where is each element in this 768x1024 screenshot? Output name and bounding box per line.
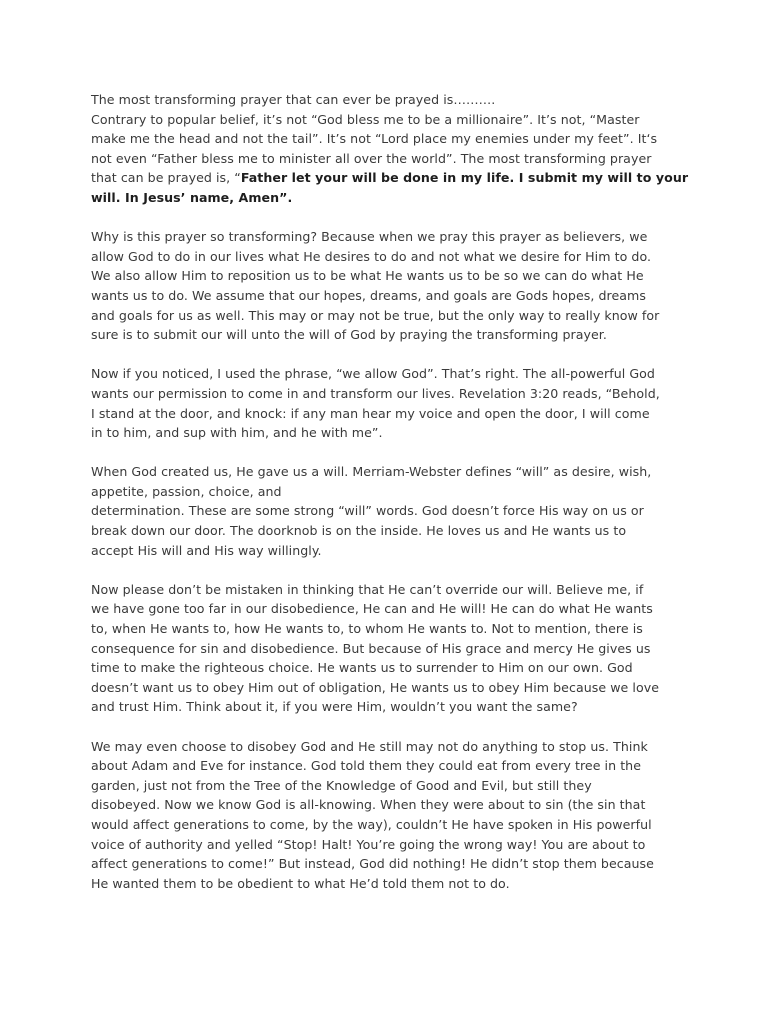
text-run: garden, just not from the Tree of the Knowledge of Good and Evil, but still they	[91, 777, 592, 793]
text-run: wants our permission to come in and transform our lives. Revelation 3:20 reads, “Behold,	[91, 385, 660, 401]
text-line	[91, 149, 687, 169]
text-run: We may even choose to disobey God and He still may not do anything to stop us. Think	[91, 738, 648, 754]
text-run: appetite, passion, choice, and	[91, 483, 282, 499]
text-line	[91, 639, 687, 659]
paragraph-override-will	[91, 580, 687, 717]
text-run: break down our door. The doorknob is on the inside. He loves us and He wants us to	[91, 523, 627, 539]
text-line	[91, 776, 687, 796]
text-line	[91, 619, 687, 639]
text-run: time to make the righteous choice. He wants us to surrender to Him on our own. God	[91, 660, 633, 676]
text-line	[91, 286, 687, 306]
bold-prayer-text: Father let your will be done in my life. I submit my will to your	[240, 170, 689, 186]
text-line	[91, 306, 687, 326]
bold-prayer-text: will. In Jesus’ name, Amen	[91, 189, 280, 205]
text-run: When God created us, He gave us a will. Merriam-Webster defines “will” as desire, wish,	[91, 464, 652, 480]
text-run: Now please don’t be mistaken in thinking that He can’t override our will. Believe me, if	[91, 581, 644, 597]
text-run: that can be prayed is, “	[91, 170, 241, 186]
text-line	[91, 482, 687, 502]
text-run: Contrary to popular belief, it’s not “God bless me to be a millionaire”. It’s not, “Master	[91, 111, 640, 127]
text-line	[91, 521, 687, 541]
text-line	[91, 227, 687, 247]
paragraph-intro	[91, 90, 687, 208]
text-run: about Adam and Eve for instance. God told them they could eat from every tree in the	[91, 758, 642, 774]
text-line	[91, 168, 687, 188]
text-line	[91, 110, 687, 130]
text-line	[91, 501, 687, 521]
text-line	[91, 266, 687, 286]
paragraph-why-transforming	[91, 227, 687, 345]
paragraph-we-allow-god	[91, 364, 687, 442]
paragraph-adam-and-eve	[91, 737, 687, 894]
text-run: affect generations to come!” But instead, God did nothing! He didn’t stop them because	[91, 856, 654, 872]
text-line	[91, 854, 687, 874]
text-run: make me the head and not the tail”. It’s not “Lord place my enemies under my feet”. It‘s	[91, 131, 658, 147]
text-line	[91, 325, 687, 345]
text-line	[91, 462, 687, 482]
text-run: Now if you noticed, I used the phrase, “we allow God”. That’s right. The all-powerful God	[91, 366, 655, 382]
text-run: and goals for us as well. This may or may not be true, but the only way to really know for	[91, 307, 660, 323]
text-run: voice of authority and yelled “Stop! Halt! You’re going the wrong way! You are about to	[91, 836, 646, 852]
text-line	[91, 697, 687, 717]
text-run: Why is this prayer so transforming? Because when we pray this prayer as believers, we	[91, 229, 648, 245]
text-run: sure is to submit our will unto the will of God by praying the transforming prayer.	[91, 327, 607, 343]
text-run: allow God to do in our lives what He desires to do and not what we desire for Him to do.	[91, 248, 652, 264]
text-line	[91, 541, 687, 561]
text-run: The most transforming prayer that can ever be prayed is……….	[91, 92, 496, 107]
text-run: doesn’t want us to obey Him out of obligation, He wants us to obey Him because we love	[91, 679, 660, 695]
text-run: We also allow Him to reposition us to be what He wants us to be so we can do what He	[91, 268, 644, 284]
text-line	[91, 795, 687, 815]
text-run: and trust Him. Think about it, if you were Him, wouldn’t you want the same?	[91, 699, 578, 715]
text-run: accept His will and His way willingly.	[91, 542, 322, 558]
text-line	[91, 129, 687, 149]
paragraph-gave-us-will	[91, 462, 687, 560]
text-line	[91, 580, 687, 600]
text-line	[91, 364, 687, 384]
text-line	[91, 756, 687, 776]
text-line	[91, 678, 687, 698]
text-run: wants us to do. We assume that our hopes, dreams, and goals are Gods hopes, dreams	[91, 287, 646, 303]
text-run: to, when He wants to, how He wants to, to whom He wants to. Not to mention, there is	[91, 621, 643, 637]
text-run: not even “Father bless me to minister all over the world”. The most transforming prayer	[91, 150, 652, 166]
text-run: in to him, and sup with him, and he with me”.	[91, 425, 383, 441]
text-line	[91, 423, 687, 443]
text-line	[91, 874, 687, 894]
text-line	[91, 404, 687, 424]
document-page	[91, 90, 687, 913]
text-line	[91, 658, 687, 678]
text-run: consequence for sin and disobedience. But because of His grace and mercy He gives us	[91, 640, 651, 656]
text-run: determination. These are some strong “will” words. God doesn’t force His way on us or	[91, 503, 644, 519]
text-line	[91, 247, 687, 267]
text-line	[91, 835, 687, 855]
text-run: we have gone too far in our disobedience, He can and He will! He can do what He wants	[91, 601, 653, 617]
text-run: I stand at the door, and knock: if any man hear my voice and open the door, I will come	[91, 405, 650, 421]
text-run: He wanted them to be obedient to what He’d told them not to do.	[91, 875, 510, 891]
text-line	[91, 737, 687, 757]
text-line	[91, 599, 687, 619]
text-run: disobeyed. Now we know God is all-knowing. When they were about to sin (the sin that	[91, 797, 646, 813]
bold-prayer-text: ”.	[279, 189, 293, 205]
text-line	[91, 90, 687, 110]
text-run: would affect generations to come, by the way), couldn’t He have spoken in His powerful	[91, 816, 652, 832]
text-line	[91, 188, 687, 208]
text-line	[91, 384, 687, 404]
text-line	[91, 815, 687, 835]
